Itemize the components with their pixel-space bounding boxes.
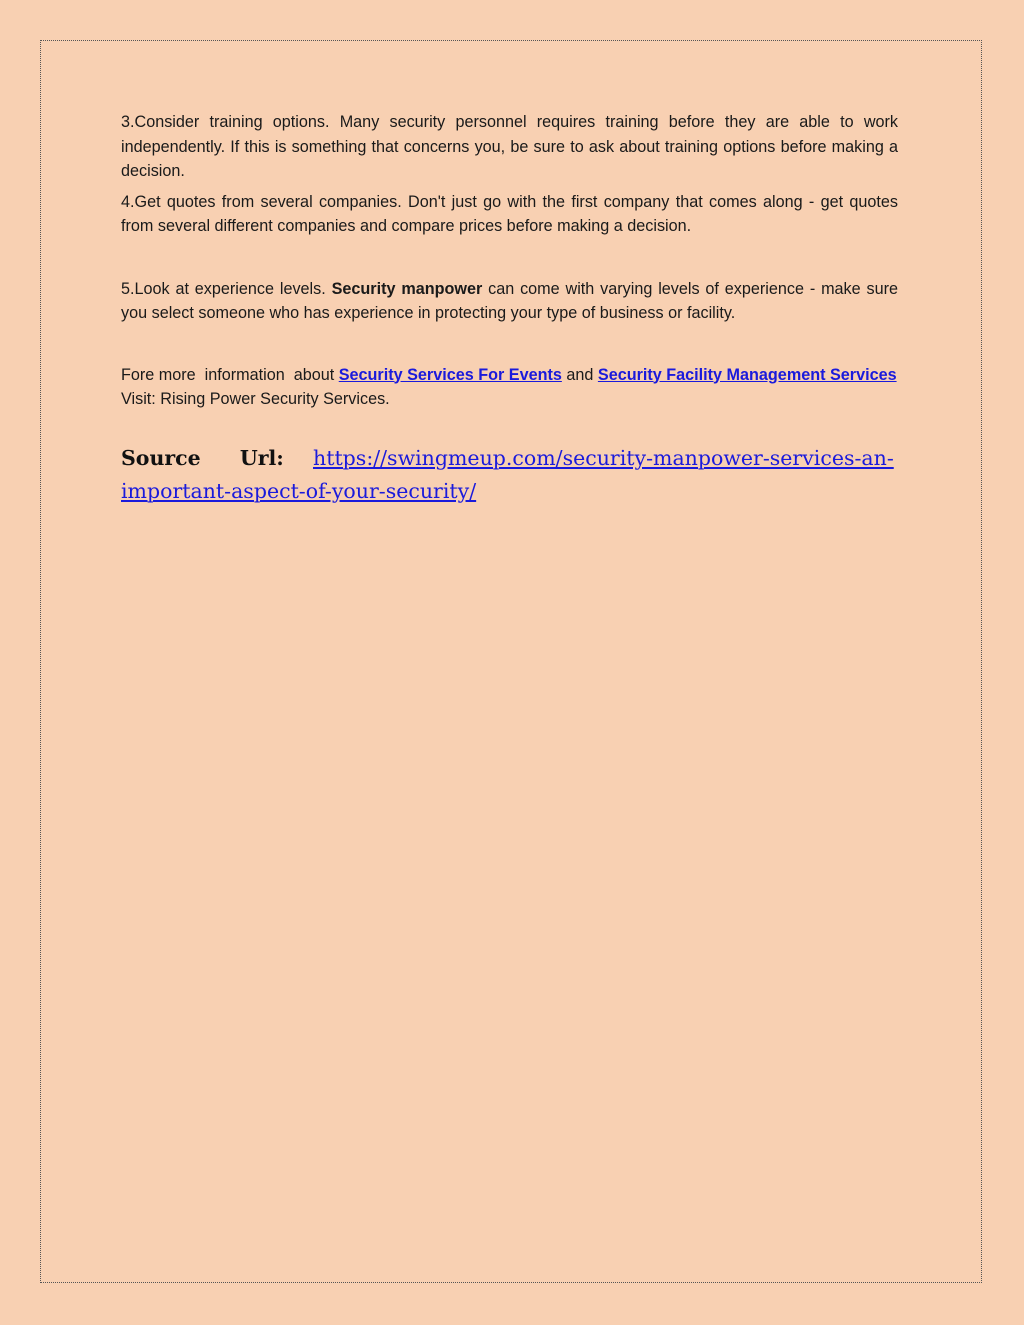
info-outro-text: Visit: Rising Power Security Services. (121, 390, 390, 408)
security-facility-management-link[interactable]: Security Facility Management Services (597, 365, 897, 384)
document-body (121, 110, 898, 508)
paragraph-get-quotes: 4.Get quotes from several companies. Don't just go with the first company that comes along - get quotes from several different companies and compare prices before making a decision. (121, 192, 898, 235)
source-url-label: Source Url: (121, 445, 284, 470)
paragraph-training-options: 3.Consider training options. Many security personnel requires training before they are able to work independently. If this is something that concerns you, be sure to ask about training options before making a decision. (121, 113, 898, 180)
security-services-for-events-link[interactable]: Security Services For Events (338, 365, 562, 384)
source-url-line (121, 442, 898, 508)
paragraph-experience-text-after: can come with varying levels of experience - make sure you select someone who has experience in protecting your type of business or facility. (121, 279, 898, 322)
security-manpower-keyword: Security manpower (331, 279, 483, 298)
info-intro-text: Fore more information about (121, 365, 339, 384)
paragraph-experience-text-before: 5.Look at experience levels. (121, 279, 332, 298)
source-url-link[interactable]: https://swingmeup.com/security-manpower-services-an-important-aspect-of-your-security/ (121, 445, 894, 503)
more-information-paragraph (121, 363, 898, 412)
info-connector-text: and (561, 365, 598, 384)
paragraph-experience-levels (121, 277, 898, 326)
